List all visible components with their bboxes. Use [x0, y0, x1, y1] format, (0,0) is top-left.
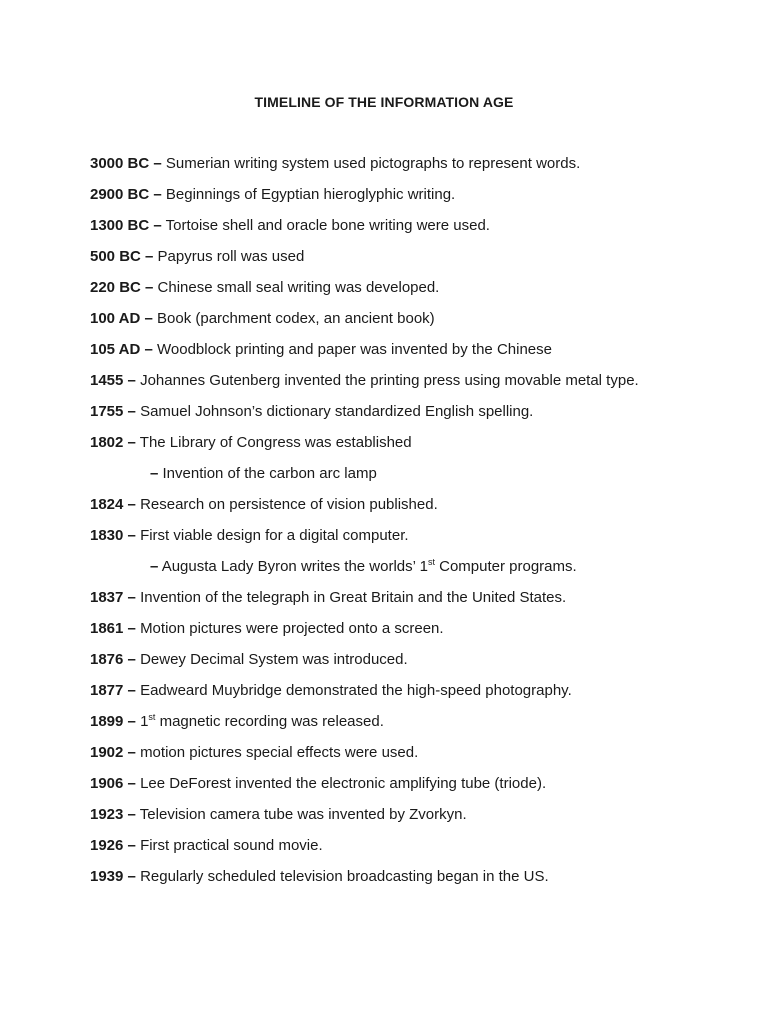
- timeline-entry: [90, 153, 670, 174]
- entry-year: 1926: [90, 837, 124, 854]
- entry-year: 1923: [90, 806, 124, 823]
- entry-year: 1455: [90, 372, 124, 389]
- entry-dash: –: [127, 496, 136, 513]
- timeline-sub-entry: [90, 556, 670, 577]
- entry-dash: –: [144, 341, 153, 358]
- timeline-entry: [90, 277, 670, 298]
- entry-text: 1: [140, 713, 149, 730]
- entry-text: Tortoise shell and oracle bone writing were used.: [165, 217, 490, 234]
- timeline-sub-entry: [90, 463, 670, 484]
- entry-text: Woodblock printing and paper was invented by the Chinese: [157, 341, 552, 358]
- timeline-entry: [90, 246, 670, 267]
- entry-text: Beginnings of Egyptian hieroglyphic writing.: [165, 186, 456, 203]
- timeline-list: [90, 153, 670, 897]
- entry-text: Johannes Gutenberg invented the printing press using movable metal type.: [140, 372, 639, 389]
- entry-year: 1837: [90, 589, 124, 606]
- timeline-entry: [90, 494, 670, 515]
- entry-ordinal-suffix: st: [427, 557, 435, 567]
- entry-year: 3000 BC: [90, 155, 150, 172]
- entry-year: 1861: [90, 620, 124, 637]
- entry-text: Invention of the carbon arc lamp: [162, 465, 377, 482]
- entry-dash: –: [127, 589, 136, 606]
- entry-text: Augusta Lady Byron writes the worlds’ 1: [161, 558, 428, 575]
- timeline-entry: [90, 649, 670, 670]
- timeline-entry: [90, 308, 670, 329]
- entry-dash: –: [153, 217, 162, 234]
- entry-year: 1830: [90, 527, 124, 544]
- entry-text: Invention of the telegraph in Great Britain and the United States.: [140, 589, 567, 606]
- entry-text: First viable design for a digital computer.: [140, 527, 409, 544]
- entry-dash: –: [127, 372, 136, 389]
- entry-text: Research on persistence of vision published.: [140, 496, 438, 513]
- entry-dash: –: [153, 155, 162, 172]
- entry-text: motion pictures special effects were used.: [140, 744, 419, 761]
- entry-dash: –: [127, 651, 136, 668]
- entry-year: 1300 BC: [90, 217, 150, 234]
- timeline-entry: [90, 184, 670, 205]
- entry-year: 100 AD: [90, 310, 141, 327]
- entry-dash: –: [150, 558, 159, 575]
- entry-text: Papyrus roll was used: [157, 248, 305, 265]
- entry-dash: –: [150, 465, 159, 482]
- entry-text-continued: Computer programs.: [434, 558, 577, 575]
- entry-dash: –: [127, 620, 136, 637]
- entry-year: 220 BC: [90, 279, 141, 296]
- entry-dash: –: [127, 682, 136, 699]
- timeline-entry: [90, 618, 670, 639]
- entry-text: Eadweard Muybridge demonstrated the high-speed photography.: [140, 682, 572, 699]
- timeline-entry: [90, 587, 670, 608]
- entry-dash: –: [153, 186, 162, 203]
- timeline-entry: [90, 401, 670, 422]
- entry-dash: –: [127, 713, 136, 730]
- entry-year: 1824: [90, 496, 124, 513]
- entry-year: 1899: [90, 713, 124, 730]
- timeline-entry: [90, 711, 670, 732]
- entry-year: 1877: [90, 682, 124, 699]
- entry-dash: –: [127, 806, 136, 823]
- entry-text: Television camera tube was invented by Zvorkyn.: [139, 806, 467, 823]
- entry-year: 1906: [90, 775, 124, 792]
- entry-text: Book (parchment codex, an ancient book): [157, 310, 435, 327]
- entry-year: 1755: [90, 403, 124, 420]
- entry-year: 500 BC: [90, 248, 141, 265]
- entry-dash: –: [127, 403, 136, 420]
- entry-text: The Library of Congress was established: [139, 434, 412, 451]
- entry-text: Chinese small seal writing was developed.: [157, 279, 440, 296]
- timeline-entry: [90, 773, 670, 794]
- entry-ordinal-suffix: st: [148, 712, 156, 722]
- timeline-entry: [90, 370, 670, 391]
- entry-dash: –: [127, 744, 136, 761]
- timeline-entry: [90, 835, 670, 856]
- timeline-entry: [90, 804, 670, 825]
- entry-dash: –: [127, 837, 136, 854]
- entry-dash: –: [127, 775, 136, 792]
- entry-year: 1802: [90, 434, 124, 451]
- entry-year: 105 AD: [90, 341, 141, 358]
- entry-text: Samuel Johnson’s dictionary standardized English spelling.: [140, 403, 534, 420]
- entry-year: 1939: [90, 868, 124, 885]
- entry-dash: –: [127, 434, 136, 451]
- entry-text: Regularly scheduled television broadcasting began in the US.: [140, 868, 549, 885]
- entry-text: First practical sound movie.: [140, 837, 323, 854]
- timeline-entry: [90, 680, 670, 701]
- entry-text: Lee DeForest invented the electronic amplifying tube (triode).: [140, 775, 547, 792]
- entry-dash: –: [127, 868, 136, 885]
- entry-dash: –: [144, 310, 153, 327]
- entry-text: Dewey Decimal System was introduced.: [140, 651, 408, 668]
- timeline-entry: [90, 866, 670, 887]
- entry-dash: –: [127, 527, 136, 544]
- timeline-entry: [90, 215, 670, 236]
- entry-year: 2900 BC: [90, 186, 150, 203]
- entry-dash: –: [145, 279, 154, 296]
- page-title: TIMELINE OF THE INFORMATION AGE: [254, 94, 514, 110]
- entry-dash: –: [145, 248, 154, 265]
- entry-year: 1876: [90, 651, 124, 668]
- entry-text: Motion pictures were projected onto a screen.: [140, 620, 444, 637]
- timeline-entry: [90, 432, 670, 453]
- entry-year: 1902: [90, 744, 124, 761]
- timeline-entry: [90, 742, 670, 763]
- timeline-entry: [90, 339, 670, 360]
- entry-text-continued: magnetic recording was released.: [155, 713, 384, 730]
- timeline-entry: [90, 525, 670, 546]
- entry-text: Sumerian writing system used pictographs to represent words.: [165, 155, 581, 172]
